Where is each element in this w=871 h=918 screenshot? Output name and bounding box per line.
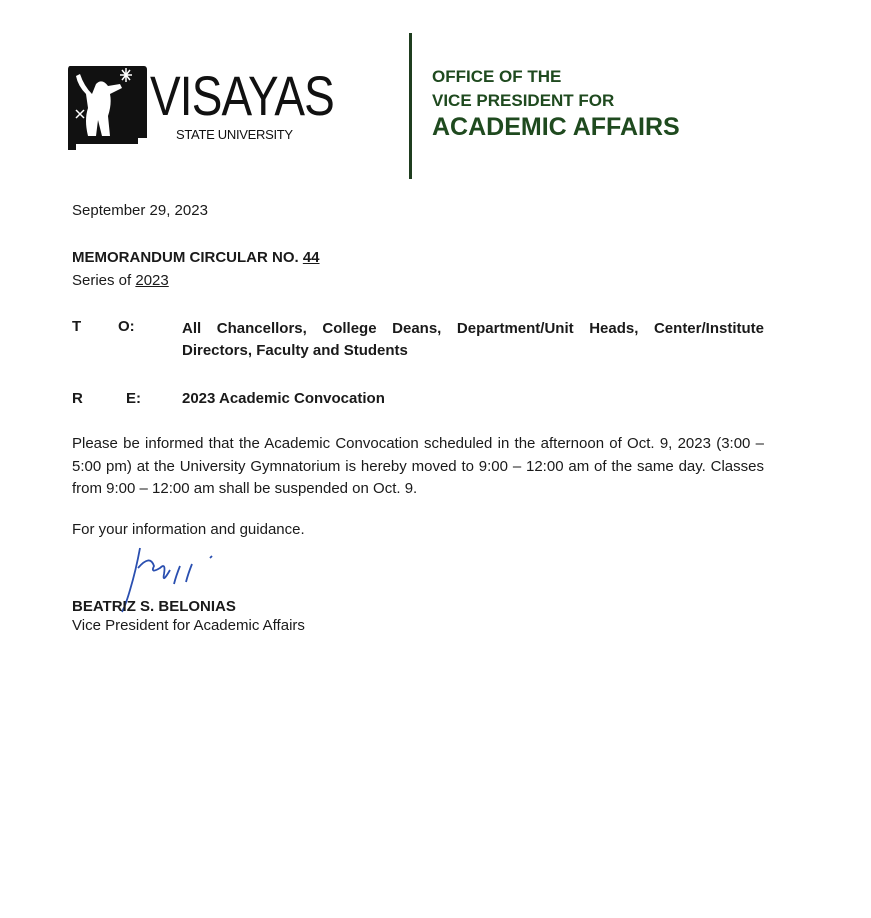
re-label-r: R bbox=[72, 390, 83, 407]
to-label-o: O: bbox=[118, 318, 135, 335]
office-line-1: OFFICE OF THE bbox=[432, 67, 562, 86]
memo-title-prefix: MEMORANDUM CIRCULAR NO. bbox=[72, 249, 299, 266]
to-recipients: All Chancellors, College Deans, Department/Unit Heads, Center/Institute Directors, Faculty and Students bbox=[182, 320, 764, 359]
memo-body: Please be informed that the Academic Convocation scheduled in the afternoon of Oct. 9, 2023 (3:00 – 5:00 pm) at the University Gymnatorium is hereby moved to 9:00 – 12:00 am of the same day. Classes from 9:00 – 12:00 am shall be suspended on Oct. 9. bbox=[72, 435, 764, 497]
office-line-3: ACADEMIC AFFAIRS bbox=[432, 113, 680, 141]
to-label-t: T bbox=[72, 318, 82, 335]
signatory-title: Vice President for Academic Affairs bbox=[72, 617, 305, 634]
re-label-e: E: bbox=[126, 390, 141, 407]
header-divider bbox=[409, 33, 412, 179]
university-logo-icon bbox=[66, 64, 148, 150]
memo-series bbox=[72, 272, 169, 289]
signatory-name: BEATRIZ S. BELONIAS bbox=[72, 598, 236, 615]
series-prefix: Series of bbox=[72, 272, 132, 289]
memo-closing: For your information and guidance. bbox=[72, 521, 305, 538]
memo-title bbox=[72, 249, 320, 266]
re-subject: 2023 Academic Convocation bbox=[182, 390, 385, 407]
memo-number: 44 bbox=[302, 249, 320, 266]
university-wordmark: VISAYAS bbox=[150, 64, 334, 127]
office-line-2: VICE PRESIDENT FOR bbox=[432, 91, 615, 110]
university-subtitle: STATE UNIVERSITY bbox=[176, 127, 293, 142]
series-year: 2023 bbox=[135, 272, 169, 289]
memo-date: September 29, 2023 bbox=[72, 202, 208, 219]
